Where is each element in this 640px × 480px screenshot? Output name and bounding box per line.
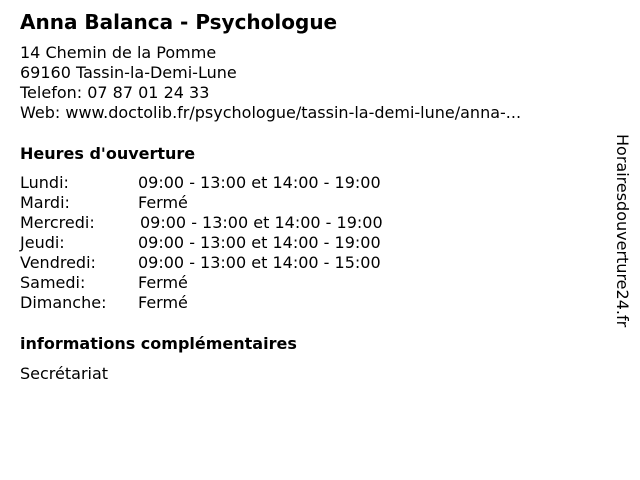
hours-row-dimanche [20, 293, 500, 313]
hours-time: Fermé [138, 193, 188, 212]
site-watermark: Horairesdouverture24.fr [613, 134, 632, 328]
hours-time: Fermé [138, 273, 188, 292]
address-block [20, 43, 521, 123]
hours-day: Dimanche: [20, 293, 107, 312]
hours-row-lundi [20, 173, 500, 193]
address-street: 14 Chemin de la Pomme [20, 43, 217, 62]
hours-row-mardi [20, 193, 500, 213]
hours-table [20, 173, 500, 313]
hours-day: Mardi: [20, 193, 70, 212]
hours-day: Jeudi: [20, 233, 65, 252]
business-title: Anna Balanca - Psychologue [20, 10, 338, 34]
hours-day: Samedi: [20, 273, 86, 292]
hours-row-samedi [20, 273, 500, 293]
phone-number: Telefon: 07 87 01 24 33 [20, 83, 210, 102]
hours-row-jeudi [20, 233, 500, 253]
hours-row-vendredi [20, 253, 500, 273]
hours-time: Fermé [138, 293, 188, 312]
info-heading: informations complémentaires [20, 334, 297, 353]
address-city: 69160 Tassin-la-Demi-Lune [20, 63, 237, 82]
hours-day: Lundi: [20, 173, 69, 192]
info-text: Secrétariat [20, 364, 109, 383]
hours-heading: Heures d'ouverture [20, 144, 196, 163]
hours-row-mercredi [20, 213, 500, 233]
hours-time: 09:00 - 13:00 et 14:00 - 19:00 [138, 173, 381, 192]
hours-time: 09:00 - 13:00 et 14:00 - 15:00 [138, 253, 381, 272]
hours-day: Mercredi: [20, 213, 95, 232]
hours-time: 09:00 - 13:00 et 14:00 - 19:00 [138, 233, 381, 252]
hours-time: 09:00 - 13:00 et 14:00 - 19:00 [140, 213, 383, 232]
website-link[interactable]: Web: www.doctolib.fr/psychologue/tassin-la-demi-lune/anna-... [20, 103, 522, 122]
hours-day: Vendredi: [20, 253, 96, 272]
